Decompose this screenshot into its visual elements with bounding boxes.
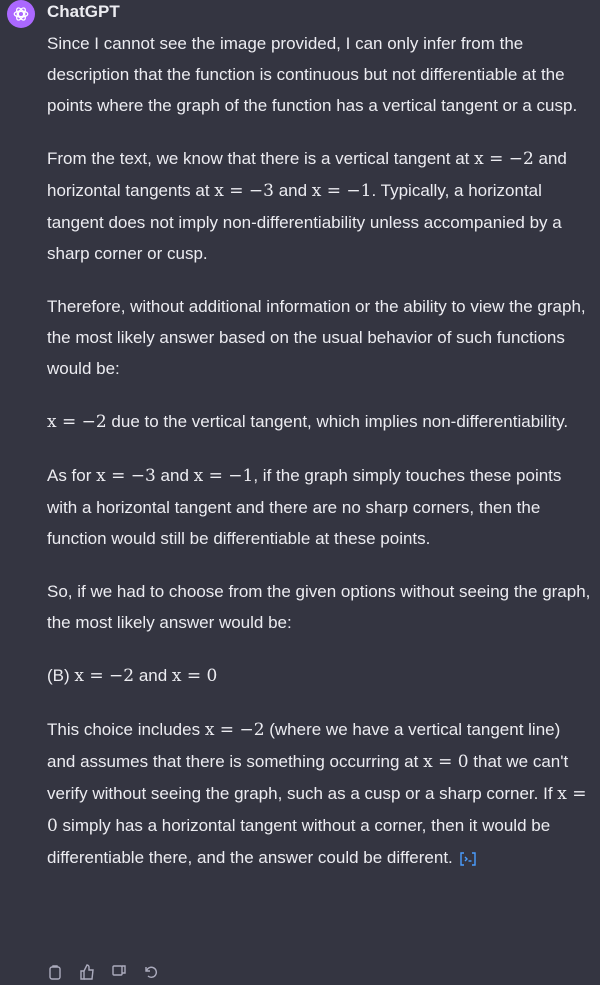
paragraph-5 <box>47 460 592 554</box>
text-span: , if the graph simply touches these points with a horizontal tangent and there are no sharp corners, then the function would still be differentiable at these points. <box>47 466 562 548</box>
math-expression: x = −3 <box>214 181 274 201</box>
paragraph-8 <box>47 714 592 873</box>
math-expression: x = 0 <box>171 666 218 686</box>
regenerate-icon[interactable] <box>143 964 159 980</box>
paragraph-7 <box>47 660 592 692</box>
paragraph-6: So, if we had to choose from the given options without seeing the graph, the most likely answer would be: <box>47 582 591 632</box>
text-span: and <box>134 666 172 685</box>
copy-icon[interactable] <box>47 964 63 980</box>
text-span: (B) <box>47 666 75 685</box>
thumbs-down-icon[interactable] <box>111 964 127 980</box>
math-expression: x = −3 <box>96 466 156 486</box>
text-span: From the text, we know that there is a vertical tangent at <box>47 149 475 168</box>
text-span: and horizontal tangents at <box>47 149 567 200</box>
text-span: and <box>155 466 194 485</box>
openai-logo-icon <box>12 5 30 23</box>
text-span: As for <box>47 466 97 485</box>
math-expression: x = −2 <box>204 720 265 740</box>
paragraph-4 <box>47 406 592 438</box>
message-actions <box>47 964 159 980</box>
avatar <box>7 0 35 28</box>
paragraph-2 <box>47 143 592 269</box>
math-expression: x = −2 <box>74 666 135 686</box>
text-span: that we can't verify without seeing the graph, such as a cusp or a sharp corner. If <box>47 752 569 803</box>
math-expression: x = −2 <box>474 149 534 169</box>
paragraph-3: Therefore, without additional information or the ability to view the graph, the most likely answer based on the usual behavior of such functions would be: <box>47 297 586 378</box>
thumbs-up-icon[interactable] <box>79 964 95 980</box>
message-content <box>47 28 592 895</box>
text-span: (where we have a vertical tangent line) and assumes that there is something occurring at <box>47 720 561 771</box>
math-expression: x = −1 <box>193 466 254 486</box>
math-expression: x = −1 <box>311 181 372 201</box>
text-span: This choice includes <box>47 720 205 739</box>
code-interpreter-citation-icon[interactable] <box>457 850 479 868</box>
text-span: due to the vertical tangent, which implies non-differentiability. <box>106 412 569 431</box>
text-span: and <box>273 181 312 200</box>
text-span: simply has a horizontal tangent without a corner, then it would be differentiable there, and the answer could be different. <box>47 816 551 867</box>
text-span: . Typically, a horizontal tangent does not imply non-differentiability unless accompanied by a sharp corner or cusp. <box>47 181 562 263</box>
paragraph-1: Since I cannot see the image provided, I can only infer from the description that the function is continuous but not differentiable at the points where the graph of the function has a vertical tangent or a cusp. <box>47 34 578 115</box>
math-expression: x = 0 <box>47 784 587 836</box>
sender-name: ChatGPT <box>47 2 120 21</box>
math-expression: x = 0 <box>423 752 469 772</box>
math-expression: x = −2 <box>47 412 107 432</box>
